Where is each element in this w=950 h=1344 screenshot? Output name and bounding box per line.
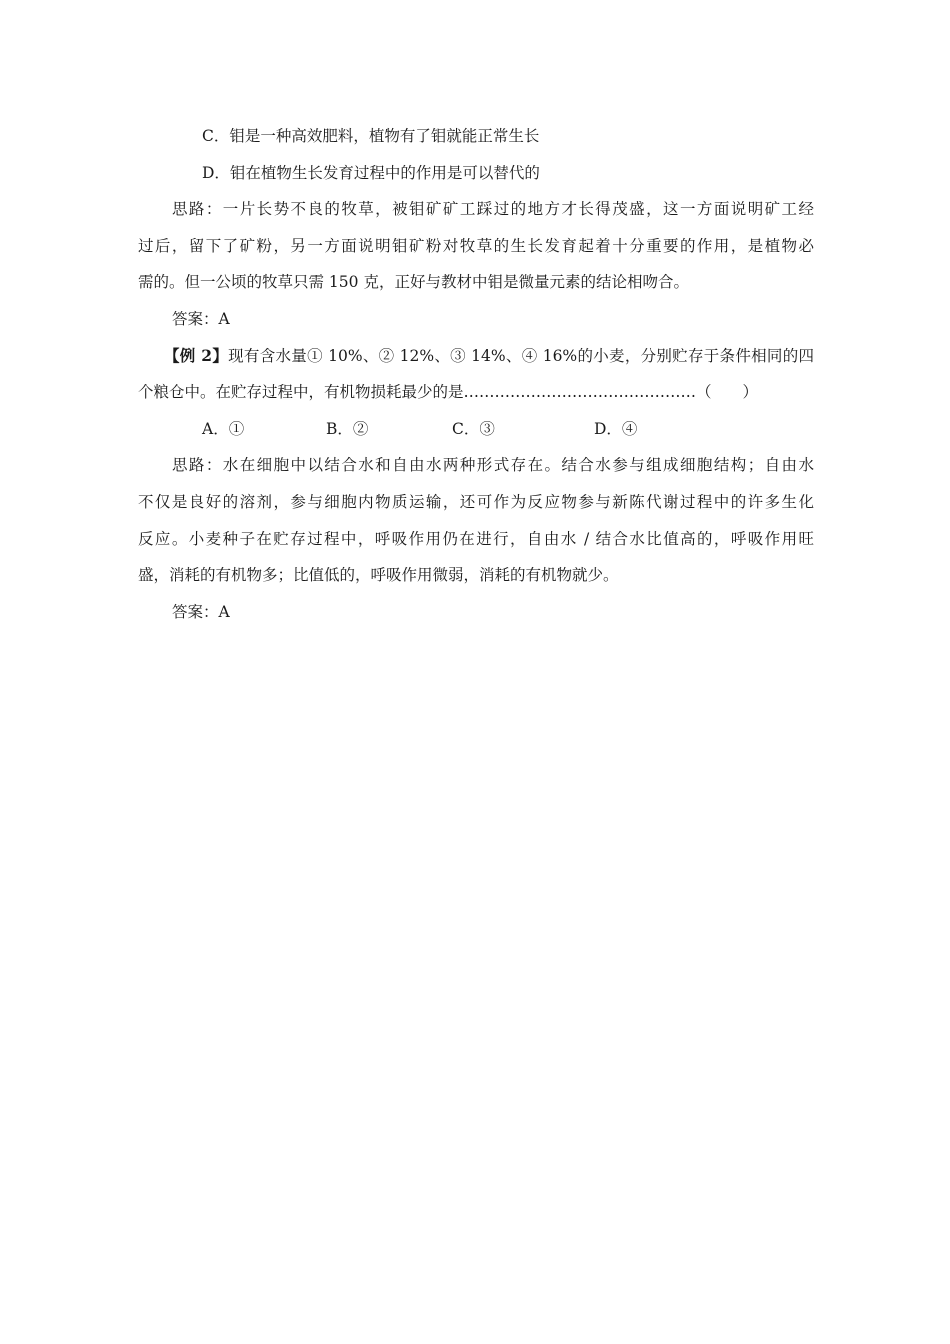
thinking-2-line-2: 不仅是良好的溶剂，参与细胞内物质运输，还可作为反应物参与新陈代谢过程中的许多生化 xyxy=(138,492,814,511)
choice-b: B．② xyxy=(326,419,369,438)
example-2-line-1 xyxy=(138,338,814,375)
example-2-line-1-text: 现有含水量① 10%、② 12%、③ 14%、④ 16%的小麦，分别贮存于条件相同的四 xyxy=(228,346,815,365)
thinking-2-line-4: 盛，消耗的有机物多；比值低的，呼吸作用微弱，消耗的有机物就少。 xyxy=(138,566,619,585)
thinking-1-line-1: 思路：一片长势不良的牧草，被钼矿矿工踩过的地方才长得茂盛，这一方面说明矿工经 xyxy=(172,200,814,219)
example-2-tag: 【例 2】 xyxy=(164,345,229,365)
thinking-1-line-2: 过后，留下了矿粉，另一方面说明钼矿粉对牧草的生长发育起着十分重要的作用，是植物必 xyxy=(138,236,814,255)
example-2-line-2: 个粮仓中。在贮存过程中，有机物损耗最少的是………………………………………（ ） xyxy=(138,383,759,402)
thinking-2-line-3: 反应。小麦种子在贮存过程中，呼吸作用仍在进行，自由水 / 结合水比值高的，呼吸作用旺 xyxy=(138,529,814,548)
answer-1: 答案：A xyxy=(172,309,230,328)
answer-2: 答案：A xyxy=(172,602,230,621)
document-page xyxy=(138,118,814,630)
option-d: D．钼在植物生长发育过程中的作用是可以替代的 xyxy=(202,163,540,182)
choice-c: C．③ xyxy=(452,419,495,438)
choice-a: A．① xyxy=(202,419,245,438)
thinking-paragraph-2 xyxy=(138,447,814,593)
thinking-2-line-1: 思路：水在细胞中以结合水和自由水两种形式存在。结合水参与组成细胞结构；自由水 xyxy=(172,456,814,475)
example-2-question xyxy=(138,338,814,411)
choice-d: D．④ xyxy=(594,419,638,438)
option-c: C．钼是一种高效肥料，植物有了钼就能正常生长 xyxy=(202,127,540,145)
thinking-paragraph-1 xyxy=(138,191,814,301)
example-2-choices xyxy=(138,411,814,448)
thinking-1-line-3: 需的。但一公顷的牧草只需 150 克，正好与教材中钼是微量元素的结论相吻合。 xyxy=(138,273,689,292)
